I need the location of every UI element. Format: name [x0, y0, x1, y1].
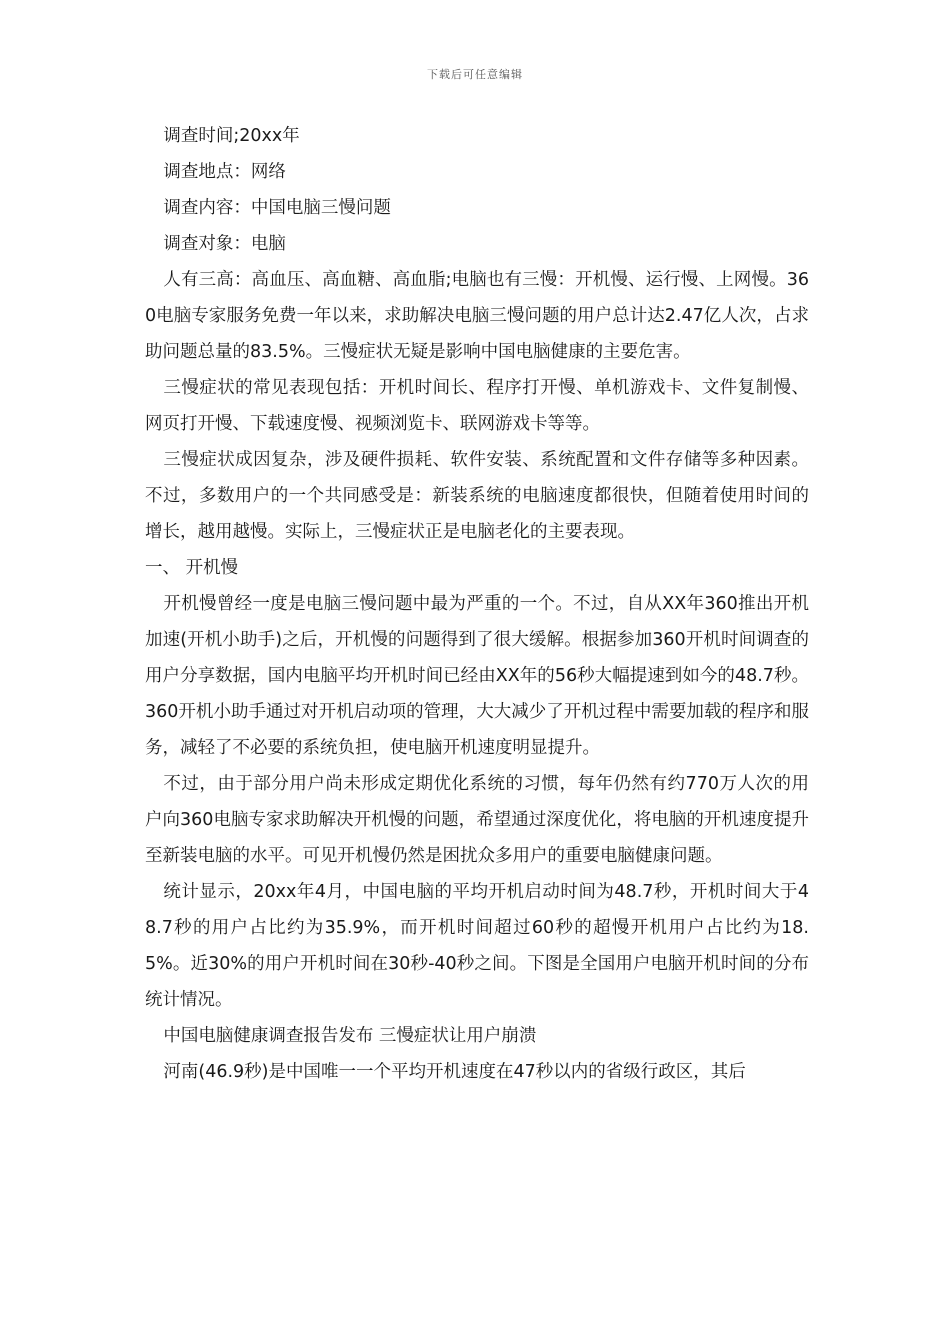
- paragraph-statistics: 统计显示，20xx年4月，中国电脑的平均开机启动时间为48.7秒，开机时间大于48.7秒的用户占比约为35.9%，而开机时间超过60秒的超慢开机用户占比约为18.5%。近30%的用户开机时间在30秒-40秒之间。下图是全国用户电脑开机时间的分布统计情况。: [145, 882, 809, 1010]
- paragraph-slow-boot-users: 不过，由于部分用户尚未形成定期优化系统的习惯，每年仍然有约770万人次的用户向360电脑专家求助解决开机慢的问题，希望通过深度优化，将电脑的开机速度提升至新装电脑的水平。可见开机慢仍然是困扰众多用户的重要电脑健康问题。: [145, 774, 809, 866]
- figure-caption: 中国电脑健康调查报告发布 三慢症状让用户崩溃: [163, 1026, 537, 1046]
- paragraph-intro: 人有三高：高血压、高血糖、高血脂;电脑也有三慢：开机慢、运行慢、上网慢。360电脑专家服务免费一年以来，求助解决电脑三慢问题的用户总计达2.47亿人次，占求助问题总量的83.5%。三慢症状无疑是影响中国电脑健康的主要危害。: [145, 270, 809, 362]
- document-body: [145, 118, 809, 1090]
- section-heading-slow-boot: 一、 开机慢: [145, 558, 239, 578]
- paragraph-causes: 三慢症状成因复杂，涉及硬件损耗、软件安装、系统配置和文件存储等多种因素。不过，多数用户的一个共同感受是：新装系统的电脑速度都很快，但随着使用时间的增长，越用越慢。实际上，三慢症状正是电脑老化的主要表现。: [145, 450, 809, 542]
- page-header: 下载后可任意编辑: [427, 68, 523, 81]
- survey-location: 调查地点：网络: [163, 162, 286, 182]
- survey-time: 调查时间;20xx年: [163, 126, 300, 146]
- survey-content: 调查内容：中国电脑三慢问题: [163, 198, 391, 218]
- paragraph-symptoms: 三慢症状的常见表现包括：开机时间长、程序打开慢、单机游戏卡、文件复制慢、网页打开慢、下载速度慢、视频浏览卡、联网游戏卡等等。: [145, 378, 809, 434]
- paragraph-henan: 河南(46.9秒)是中国唯一一个平均开机速度在47秒以内的省级行政区，其后: [163, 1062, 746, 1082]
- paragraph-slow-boot: 开机慢曾经一度是电脑三慢问题中最为严重的一个。不过，自从XX年360推出开机加速(开机小助手)之后，开机慢的问题得到了很大缓解。根据参加360开机时间调查的用户分享数据，国内电脑平均开机时间已经由XX年的56秒大幅提速到如今的48.7秒。360开机小助手通过对开机启动项的管理，大大减少了开机过程中需要加载的程序和服务，减轻了不必要的系统负担，使电脑开机速度明显提升。: [145, 594, 809, 758]
- survey-subject: 调查对象：电脑: [163, 234, 286, 254]
